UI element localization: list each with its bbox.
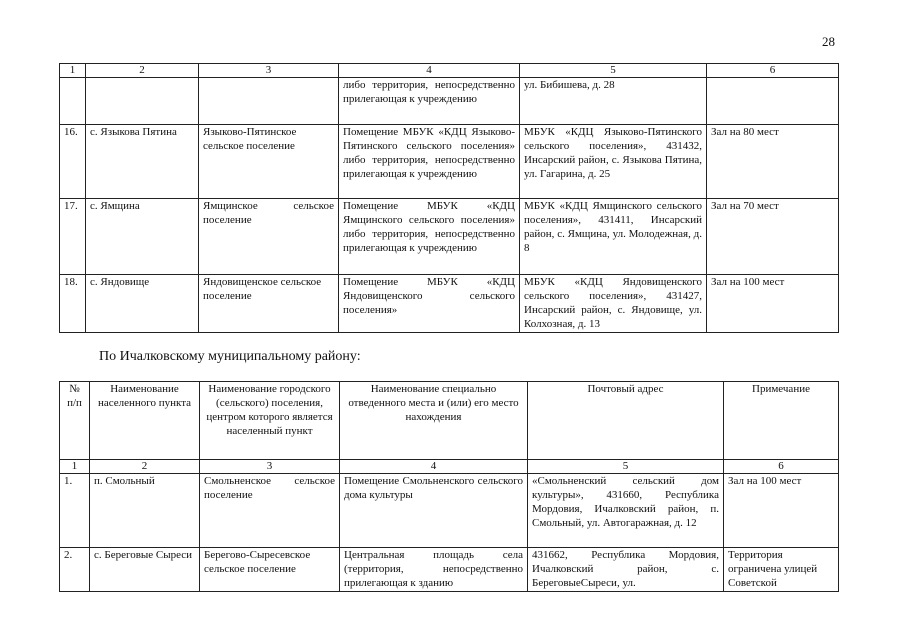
postal-address: 431662, Республика Мордовия, Ичалковский район, с. БереговыеСыреси, ул.	[528, 548, 724, 592]
designated-place: Помещение МБУК «КДЦ Ямщинского сельского поселения» либо территория, непосредственно прилегающая к учреждению	[339, 199, 520, 275]
column-number: 3	[200, 460, 340, 474]
header-address: Почтовый адрес	[528, 382, 724, 460]
column-number: 4	[339, 64, 520, 78]
postal-address: МБУК «КДЦ Ямщинского сельского поселения», 431411, Инсарский район, с. Ямщина, ул. Молодежная, д. 8	[520, 199, 707, 275]
note: Зал на 100 мест	[707, 275, 839, 333]
note: Зал на 80 мест	[707, 125, 839, 199]
municipality-name	[199, 78, 339, 125]
column-number: 5	[528, 460, 724, 474]
column-number: 1	[60, 460, 90, 474]
header-settlement: Наименование населенного пункта	[90, 382, 200, 460]
table-row	[60, 78, 839, 125]
column-number-row	[60, 64, 839, 78]
note: Территория ограничена улицей Советской	[724, 548, 839, 592]
header-municipality: Наименование городского (сельского) поселения, центром которого является населенный пункт	[200, 382, 340, 460]
municipality-name: Смольненское сельское поселение	[200, 474, 340, 548]
designated-place: Центральная площадь села (территория, непосредственно прилегающая к зданию	[340, 548, 528, 592]
settlement-name: с. Яндовище	[86, 275, 199, 333]
column-number: 5	[520, 64, 707, 78]
table-row	[60, 199, 839, 275]
table-row	[60, 275, 839, 333]
row-number: 18.	[60, 275, 86, 333]
column-number: 2	[90, 460, 200, 474]
note: Зал на 100 мест	[724, 474, 839, 548]
settlement-name	[86, 78, 199, 125]
municipality-name: Яндовищенское сельское поселение	[199, 275, 339, 333]
column-number: 1	[60, 64, 86, 78]
table-row	[60, 548, 839, 592]
header-number: № п/п	[60, 382, 90, 460]
postal-address: ул. Бибишева, д. 28	[520, 78, 707, 125]
header-row	[60, 382, 839, 460]
column-number: 3	[199, 64, 339, 78]
postal-address: МБУК «КДЦ Языково-Пятинского сельского поселения», 431432, Инсарский район, с. Языкова Пятина, ул. Гагарина, д. 25	[520, 125, 707, 199]
municipality-name: Языково-Пятинское сельское поселение	[199, 125, 339, 199]
column-number: 6	[707, 64, 839, 78]
postal-address: «Смольненский сельский дом культуры», 431660, Республика Мордовия, Ичалковский район, п. Смольный, ул. Автогаражная, д. 12	[528, 474, 724, 548]
column-number: 4	[340, 460, 528, 474]
column-number: 6	[724, 460, 839, 474]
designated-place: либо территория, непосредственно прилегающая к учреждению	[339, 78, 520, 125]
page-number: 28	[822, 34, 835, 49]
table-ichalkovsky	[59, 381, 839, 592]
row-number: 2.	[60, 548, 90, 592]
row-number	[60, 78, 86, 125]
section-title: По Ичалковскому муниципальному району:	[99, 349, 361, 364]
settlement-name: с. Языкова Пятина	[86, 125, 199, 199]
postal-address: МБУК «КДЦ Яндовищенского сельского поселения», 431427, Инсарский район, с. Яндовище, ул. Колхозная, д. 13	[520, 275, 707, 333]
designated-place: Помещение Смольненского сельского дома культуры	[340, 474, 528, 548]
municipality-name: Ямщинское сельское поселение	[199, 199, 339, 275]
header-note: Примечание	[724, 382, 839, 460]
table-insarsky-continued	[59, 63, 839, 333]
note: Зал на 70 мест	[707, 199, 839, 275]
note	[707, 78, 839, 125]
row-number: 16.	[60, 125, 86, 199]
municipality-name: Берегово-Сыресевское сельское поселение	[200, 548, 340, 592]
column-number-row	[60, 460, 839, 474]
row-number: 1.	[60, 474, 90, 548]
column-number: 2	[86, 64, 199, 78]
header-place: Наименование специально отведенного места и (или) его место нахождения	[340, 382, 528, 460]
table-row	[60, 474, 839, 548]
designated-place: Помещение МБУК «КДЦ Языково-Пятинского сельского поселения» либо территория, непосредственно прилегающая к учреждению	[339, 125, 520, 199]
designated-place: Помещение МБУК «КДЦ Яндовищенского сельского поселения»	[339, 275, 520, 333]
settlement-name: п. Смольный	[90, 474, 200, 548]
settlement-name: с. Ямщина	[86, 199, 199, 275]
row-number: 17.	[60, 199, 86, 275]
table-row	[60, 125, 839, 199]
settlement-name: с. Береговые Сыреси	[90, 548, 200, 592]
